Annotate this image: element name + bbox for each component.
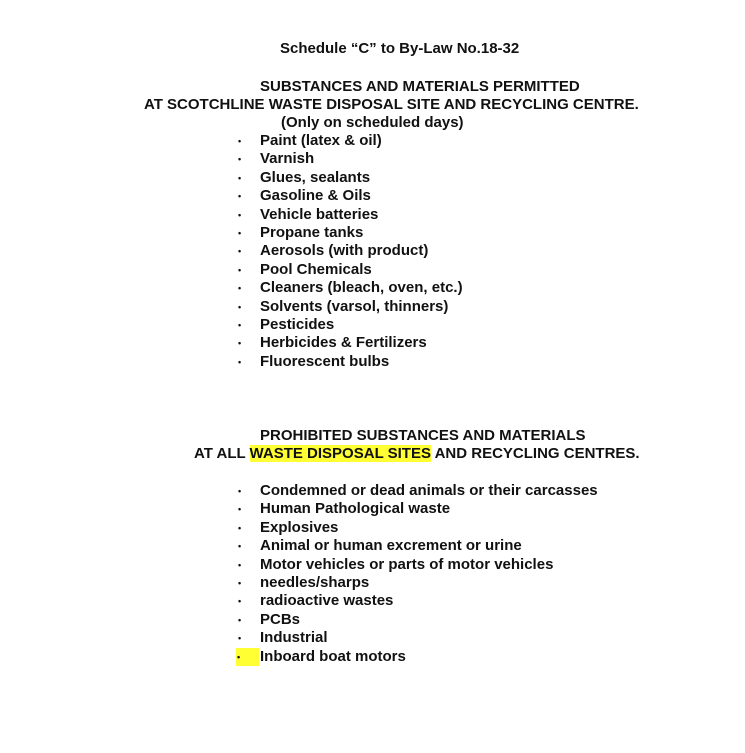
list-item-label: Pool Chemicals	[260, 260, 372, 278]
list-item-label: Gasoline & Oils	[260, 187, 371, 205]
list-item	[237, 592, 598, 610]
list-item-label: Paint (latex & oil)	[260, 132, 382, 149]
list-item-label: Explosives	[260, 518, 339, 536]
list-item-label: Fluorescent bulbs	[260, 352, 390, 370]
bullet-icon: •	[238, 522, 242, 533]
list-item-label: needles/sharps	[260, 573, 370, 591]
list-item	[237, 261, 463, 279]
list-item-label: radioactive wastes	[260, 592, 394, 610]
prohibited-heading-line1: PROHIBITED SUBSTANCES AND MATERIALS	[260, 427, 586, 444]
list-item-label: Motor vehicles or parts of motor vehicles	[260, 555, 554, 573]
list-item	[237, 279, 463, 297]
list-item	[237, 334, 463, 352]
bullet-icon: •	[236, 648, 259, 666]
list-item-label: Cleaners (bleach, oven, etc.)	[260, 279, 463, 297]
bullet-icon: •	[238, 283, 242, 294]
bullet-icon: •	[238, 559, 242, 570]
list-item-label: Solvents (varsol, thinners)	[260, 297, 449, 315]
list-item-label: Inboard boat motors	[260, 647, 406, 665]
list-item	[237, 648, 598, 666]
bullet-icon: •	[238, 596, 242, 607]
list-item	[237, 224, 463, 242]
list-item-label: Vehicle batteries	[260, 205, 379, 223]
list-item-label: Propane tanks	[260, 223, 364, 241]
list-item	[237, 187, 463, 205]
list-item-label: Aerosols (with product)	[260, 242, 429, 260]
list-item	[237, 242, 463, 260]
bullet-icon: •	[238, 633, 242, 644]
list-item	[237, 132, 463, 150]
bullet-icon: •	[238, 541, 242, 552]
list-item-label: Condemned or dead animals or their carcasses	[260, 482, 598, 499]
permitted-heading-line2: AT SCOTCHLINE WASTE DISPOSAL SITE AND RECYCLING CENTRE.	[144, 96, 639, 113]
list-item	[237, 611, 598, 629]
bullet-icon: •	[238, 486, 242, 496]
bullet-icon: •	[238, 246, 242, 257]
bullet-icon: •	[238, 264, 242, 275]
list-item	[237, 482, 598, 500]
bullet-icon: •	[238, 356, 242, 367]
list-item-label: Herbicides & Fertilizers	[260, 334, 427, 352]
bullet-icon: •	[238, 191, 242, 202]
list-item-label: PCBs	[260, 610, 301, 628]
prohibited-heading-line2	[194, 445, 640, 463]
list-item-label: Pesticides	[260, 315, 335, 333]
bullet-icon: •	[238, 504, 242, 515]
prohibited-items-list	[237, 482, 598, 666]
list-item	[237, 353, 463, 371]
list-item-label: Industrial	[260, 629, 328, 647]
bullet-icon: •	[238, 614, 242, 625]
prohibited-heading-prefix: AT ALL	[194, 445, 250, 462]
bullet-icon: •	[238, 301, 242, 312]
bullet-icon: •	[238, 209, 242, 220]
bullet-icon: •	[238, 154, 242, 165]
prohibited-heading-highlight: WASTE DISPOSAL SITES	[249, 445, 431, 462]
bullet-icon: •	[238, 338, 242, 349]
permitted-note: (Only on scheduled days)	[281, 114, 464, 131]
list-item	[237, 150, 463, 168]
list-item	[237, 537, 598, 555]
list-item-label: Varnish	[260, 150, 315, 168]
list-item	[237, 519, 598, 537]
list-item	[237, 500, 598, 518]
prohibited-heading-suffix: AND RECYCLING CENTRES.	[430, 445, 640, 462]
bullet-icon: •	[238, 227, 242, 238]
list-item-label: Glues, sealants	[260, 168, 371, 186]
list-item	[237, 556, 598, 574]
list-item	[237, 574, 598, 592]
list-item	[237, 298, 463, 316]
permitted-items-list	[237, 132, 463, 371]
bullet-icon: •	[238, 577, 242, 588]
list-item	[237, 316, 463, 334]
list-item	[237, 629, 598, 647]
list-item	[237, 169, 463, 187]
bullet-icon: •	[238, 319, 242, 330]
list-item-label: Animal or human excrement or urine	[260, 537, 522, 555]
list-item-label: Human Pathological waste	[260, 500, 451, 518]
bullet-icon: •	[238, 136, 242, 146]
schedule-title: Schedule “C” to By-Law No.18-32	[280, 40, 520, 57]
bullet-icon: •	[238, 172, 242, 183]
permitted-heading-line1: SUBSTANCES AND MATERIALS PERMITTED	[260, 78, 580, 95]
list-item	[237, 206, 463, 224]
